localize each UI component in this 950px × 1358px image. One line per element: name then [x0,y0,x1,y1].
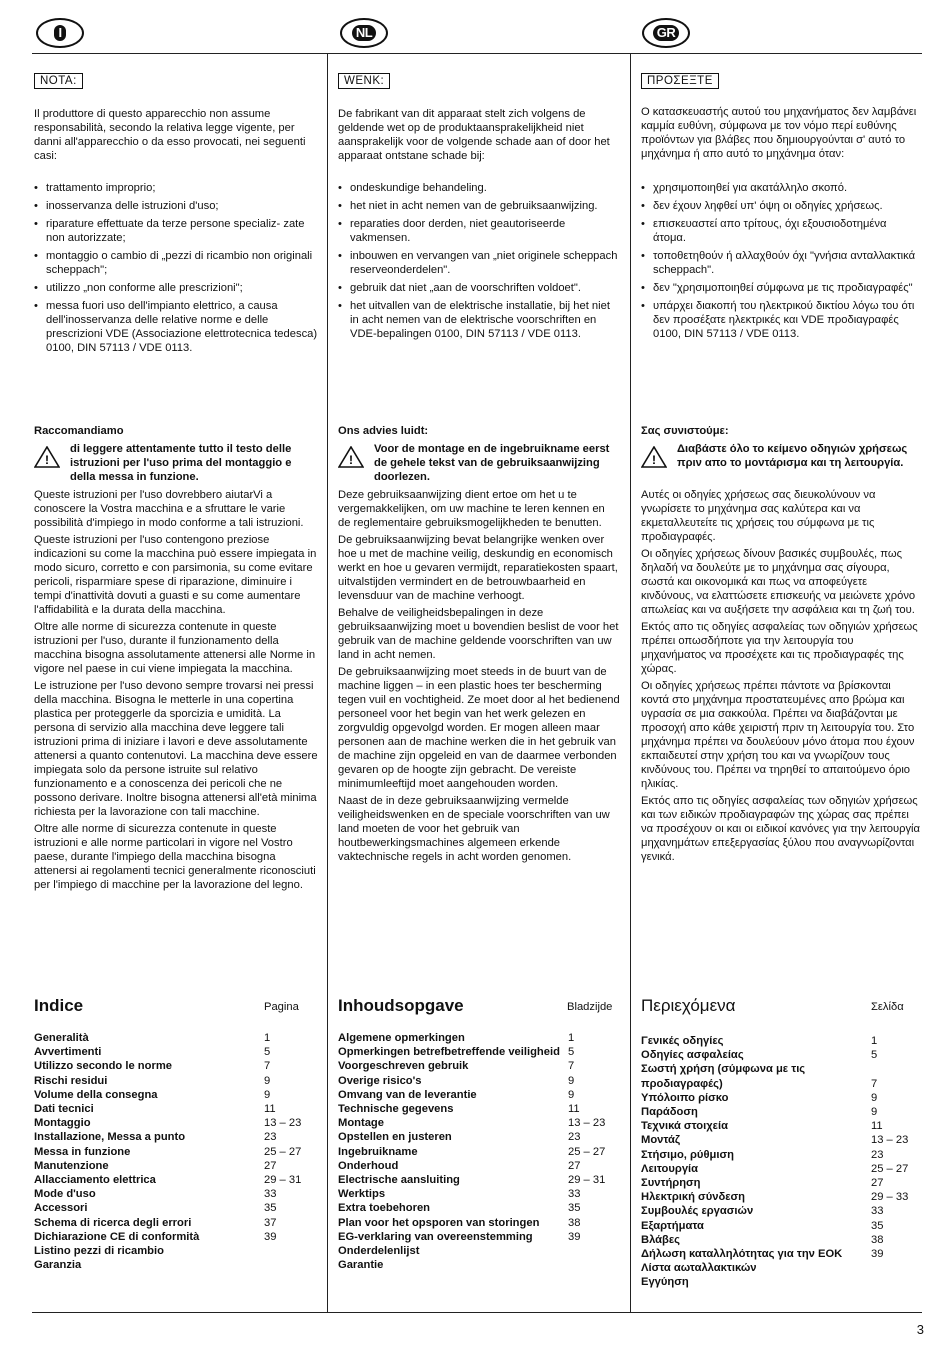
list-item: Εγγύηση [641,1276,689,1289]
list-item: • inbouwen en vervangen van „niet originele scheppach reserveonderdelen". [338,249,620,277]
warning-triangle-icon [34,446,60,468]
list-item: Avvertimenti 5 [34,1046,271,1059]
index-title: Περιεχόμενα [641,996,736,1015]
list-item: Omvang van de leverantie 9 [338,1088,575,1101]
list-item: • δεν έχουν ληφθεί υπ' όψη οι οδηγίες χρήσεως. [641,199,921,213]
list-item: Dichiarazione CE di conformità 39 [34,1230,277,1243]
recommend-heading: Σας συνιστούμε: [641,425,729,437]
liability-intro: Ο κατασκευαστής αυτού του μηχανήματος δεν λαμβάνει καμμία ευθύνη, σύμφωνα με τον νόμο περί ευθύνης προϊόντων για βλάβες που δημιουργούνται σ' αυτό το μηχάνημα ή απο αυτό το μηχάνημα όταν: [641,106,917,160]
paragraph: Οι οδηγίες χρήσεως πρέπει πάντοτε να βρίσκονται κοντά στο μηχάνημα προστατευμένες απο βρώμα και υγρασία σε μια σακκούλα. Πρέπει να διαβάζονται με προσοχή απο κάθε χειριστή πριν τη λειτουργία του. Στο μηχάνημα πρέπει να δουλεύουν μόνο άτομα που έχουν εκπαιδευτεί στην χρήση του και να γνωρίζουν τους κινδύνους του. Πρέπει να τηρηθεί το απαιτούμενο όριο ηλικίας. [641,680,915,790]
list-item: Mode d'uso 33 [34,1188,277,1201]
list-item: Οδηγίες ασφαλείας 5 [641,1049,878,1062]
wenk-label: WENK: [338,73,390,89]
list-item: • ondeskundige behandeling. [338,181,620,195]
language-badge-nl: NL [340,18,388,48]
top-rule [32,53,922,54]
svg-text:!: ! [652,453,656,467]
list-item: Opstellen en justeren 23 [338,1131,581,1144]
index-page-label: Pagina [264,1001,299,1013]
list-item: • utilizzo „non conforme alle prescrizioni"; [34,281,319,295]
svg-text:!: ! [45,453,49,467]
list-item: Volume della consegna 9 [34,1088,271,1101]
paragraph: Deze gebruiksaanwijzing dient ertoe om het u te vergemakkelijken, om uw machine te leren kennen en de reglementaire gebruiksmogelijkheden te benutten. [338,489,605,529]
prosexte-label: ΠΡΟΣΕΞΤΕ [641,73,719,89]
paragraph: Εκτός απο τις οδηγίες ασφαλείας των οδηγιών χρήσεως πρέπει οπωσδήποτε για την λειτουργία του μηχανήματος να προσέχετε και τις προδιαγραφές της χώρας. [641,621,918,675]
paragraph: Queste istruzioni per l'uso dovrebbero aiutarVi a conoscere la Vostra macchina e a sfruttare le varie possibilità d'impiego in modo conforme a tali istruzioni. [34,489,304,529]
list-item: Voorgeschreven gebruik 7 [338,1060,575,1073]
warning-block: ! di leggere attentamente tutto il testo delle istruzioni per l'uso prima del montaggio e della messa in funzione. [34,442,319,484]
list-item: • υπάρχει διακοπή του ηλεκτρικού δικτίου λόγω του ότι δεν προσέξατε ηλεκτρικές και VDE προδιαγραφές 0100, DIN 57113 / VDE 0113. [641,299,921,341]
index-page-label: Bladzijde [567,1001,613,1013]
index-title: Indice [34,996,84,1015]
paragraph: Behalve de veiligheidsbepalingen in deze gebruiksaanwijzing moet u bovendien beslist de voor het gebruik van de machine geldende voorschriften van uw land in acht nemen. [338,607,619,661]
liability-list [641,181,921,345]
list-item: Garantie [338,1259,384,1272]
paragraph: Oltre alle norme di sicurezza contenute in queste istruzioni per l'uso, durante il funzionamento della macchina bisogna assolutamente attenersi alle Norme in vigore nel paese in cui viene impiegata la macchina. [34,621,316,675]
nota-label: NOTA: [34,73,83,89]
list-item: Garanzia [34,1259,82,1272]
list-item: • reparaties door derden, niet geautoriseerde vakmensen. [338,217,620,245]
liability-intro: De fabrikant van dit apparaat stelt zich volgens de geldende wet op de produktaansprakelijkheid niet aansprakelijk voor de volgende schade aan of door het apparaat ontstane schade bij: [338,108,610,162]
list-item: Manutenzione 27 [34,1159,277,1172]
list-item: Montaggio 13 – 23 [34,1117,302,1130]
list-item: • montaggio o cambio di „pezzi di ricambio non originali scheppach"; [34,249,319,277]
index-title: Inhoudsopgave [338,996,464,1015]
list-item: Opmerkingen betrefbetreffende veiligheid 5 [338,1046,575,1059]
list-item: • δεν "χρησιμοποιηθεί σύμφωνα με τις προδιαγραφές" [641,281,921,295]
list-item: Παράδοση 9 [641,1106,878,1119]
liability-list [34,181,319,359]
list-item: Overige risico's 9 [338,1074,575,1087]
list-item: • gebruik dat niet „aan de voorschriften voldoet". [338,281,620,295]
paragraph: Naast de in deze gebruiksaanwijzing vermelde veiligheidswenken en de speciale voorschriften van uw land moeten de voor het gebruik van houtbewerkingsmachines algemeen erkende vaktechnische regels in acht worden genomen. [338,795,610,863]
list-item: Βλάβες 38 [641,1233,884,1246]
list-item: Ingebruikname 25 – 27 [338,1145,606,1158]
instructions-body [34,488,319,895]
list-item: προδιαγραφές) 7 [641,1077,878,1090]
page-number: 3 [916,1322,924,1337]
list-item: Utilizzo secondo le norme 7 [34,1060,271,1073]
list-item: • trattamento improprio; [34,181,319,195]
list-item: Onderdelenlijst [338,1245,420,1258]
paragraph: Αυτές οι οδηγίες χρήσεως σας διευκολύνουν να γνωρίσετε το μηχάνημα σας καλύτερα και να εκμεταλλευτείτε τις χρήσεις του σύμφωνα με τις προδιαγραφές. [641,489,876,543]
list-item: Λειτουργία 25 – 27 [641,1162,909,1175]
list-item: Generalità 1 [34,1032,271,1044]
list-item: Συμβουλές εργασιών 33 [641,1205,884,1218]
list-item: • τοποθετηθούν ή αλλαχθούν όχι "γνήσια ανταλλακτικά scheppach". [641,249,921,277]
list-item: • het niet in acht nemen van de gebruiksaanwijzing. [338,199,620,213]
list-item: Accessori 35 [34,1202,277,1215]
list-item: Συντήρηση 27 [641,1177,884,1190]
list-item: Schema di ricerca degli errori 37 [34,1216,277,1229]
list-item: Στήσιμο, ρύθμιση 23 [641,1148,884,1161]
paragraph: Oltre alle norme di sicurezza contenute in queste istruzioni e alle norme particolari in vigore nel Vostro paese, durante l'impiego della macchina bisogna attenersi ai regolamenti tecnici generalmente riconosciuti per l'impiego di macchine per la lavorazione del legno. [34,823,316,891]
paragraph: Le istruzione per l'uso devono sempre trovarsi nei pressi della macchina. Bisogna le metterle in una copertina plastica per proteggerle da sporcizia e umidità. La persona di servizio alla macchina deve leggere tali istruzioni prima di iniziare i lavori e deve assolutamente attenersi a quanto contenutovi. La macchina deve essere impiegata solo da persone istruite sul relativo funzionamento e a conoscenza dei pericoli che ne possono derivare. Inoltre bisogna attenersi all'età minima richiesta per la lavorazione con tali macchine. [34,680,318,818]
list-item: Messa in funzione 25 – 27 [34,1145,302,1158]
paragraph: De gebruiksaanwijzing moet steeds in de buurt van de machine liggen – in een plastic hoes ter bescherming tegen vuil en vochtigheid. Ze moet door al het bedienend personeel voor het begin van het werk gelezen en zorgvuldig opgevolgd worden. Er mogen alleen maar personen aan de machine werken die in het gebruik van de machine zijn opgeleid en van de daarmee verbonden gevaren op de hoogte zijn gebracht. De vereiste minimumleeftijd moet aangehouden worden. [338,666,620,790]
list-item: Electrische aansluiting 29 – 31 [338,1174,606,1187]
index-list [34,1031,319,1272]
list-item: Υπόλοιπο ρίσκο 9 [641,1091,878,1104]
svg-text:!: ! [349,453,353,467]
list-item: Λίστα αωταλλακτικών [641,1262,757,1275]
list-item: Plan voor het opsporen van storingen 38 [338,1216,581,1229]
liability-intro: Il produttore di questo apparecchio non assume responsabilità, secondo la relativa legge vigente, per danni all'apparecchio o da esso provocati, nei seguenti casi: [34,108,306,162]
list-item: Σωστή χρήση (σύμφωνα με τις [641,1063,806,1076]
recommend-heading: Raccomandiamo [34,425,124,437]
list-item: • het uitvallen van de elektrische installatie, bij het niet in acht nemen van de elektrische voorschriften en VDE-bepalingen 0100, DIN 57113 / VDE 0113. [338,299,620,341]
list-item: • χρησιμοποιηθεί για ακατάλληλο σκοπό. [641,181,921,195]
index-list [641,1034,926,1290]
list-item: Installazione, Messa a punto 23 [34,1131,277,1144]
warning-triangle-icon [641,446,667,468]
list-item: • riparature effettuate da terze persone specializ- zate non autorizzate; [34,217,319,245]
instructions-body [338,488,620,867]
list-item: Technische gegevens 11 [338,1103,580,1116]
paragraph: Εκτός απο τις οδηγίες ασφαλείας των οδηγιών χρήσεως και των ειδικών προδιαγραφών της χώρας σας πρέπει να προσέχουν οι και οι ειδικοί κανόνες για την λειτουργία μηχανημάτων επεξεργασίας ξύλου που αναγνωρίζονται γενικά. [641,795,920,863]
column-divider [630,53,631,1313]
list-item: Extra toebehoren 35 [338,1202,581,1215]
instructions-body [641,488,921,867]
list-item: Δήλωση καταλληλότητας για την ΕΟΚ 39 [641,1248,884,1261]
language-badge-it: I [36,18,84,48]
list-item: Werktips 33 [338,1188,581,1201]
list-item: Γενικές οδηγίες 1 [641,1035,878,1047]
list-item: Onderhoud 27 [338,1159,581,1172]
liability-list [338,181,620,345]
paragraph: Οι οδηγίες χρήσεως δίνουν βασικές συμβουλές, πως δηλαδή να δουλεύτε με το μηχάνημα σας σίγουρα, σωστά και οικονομικά και πως να αποφεύγετε κινδύνους, να ελαττώσετε επισκευής να μειώνετε χρόνο απωλείας και να αυξήσετε την ασφάλεια και τη ζωή του. [641,548,916,616]
recommend-heading: Ons advies luidt: [338,425,429,437]
warning-triangle-icon [338,446,364,468]
list-item: Τεχνικά στοιχεία 11 [641,1120,883,1133]
list-item: • inosservanza delle istruzioni d'uso; [34,199,319,213]
list-item: Εξαρτήματα 35 [641,1219,884,1232]
index-list [338,1031,623,1272]
list-item: EG-verklaring van overeenstemming 39 [338,1230,581,1243]
paragraph: De gebruiksaanwijzing bevat belangrijke wenken over hoe u met de machine veilig, deskundig en economisch werkt en hoe u gevaren vermijdt, reparatiekosten spaart, uitvalstijden vermindert en de betrouwbaarheid en levensduur van de machine verhoogt. [338,534,618,602]
list-item: Algemene opmerkingen 1 [338,1032,575,1044]
paragraph: Queste istruzioni per l'uso contengono preziose indicazioni su come la macchina può essere impiegata in modo sicuro, corretto e con parsimonia, su come evitare pericoli, risparmiare spese di riparazione, diminuire i tempi d'inattività dovuti a guasti e su come aumentare l'affidabilità e la durata della macchina. [34,534,317,616]
list-item: Ηλεκτρική σύνδεση 29 – 33 [641,1191,909,1204]
list-item: Montage 13 – 23 [338,1117,606,1130]
warning-block: ! Voor de montage en de ingebruikname eerst de gehele tekst van de gebruiksaanwijzing doorlezen. [338,442,620,484]
list-item: • επισκευαστεί απο τρίτους, όχι εξουσιοδοτημένα άτομα. [641,217,921,245]
list-item: • messa fuori uso dell'impianto elettrico, a causa dell'inosservanza delle relative norme e delle prescrizioni VDE (Associazione elettrotecnica tedesca) 0100, DIN 57113 / VDE 0113. [34,299,319,355]
list-item: Dati tecnici 11 [34,1103,276,1116]
index-page-label: Σελίδα [871,1001,904,1013]
list-item: Μοντάζ 13 – 23 [641,1134,909,1147]
column-divider [327,53,328,1313]
list-item: Allacciamento elettrica 29 – 31 [34,1174,302,1187]
bottom-rule [32,1312,922,1313]
list-item: Rischi residui 9 [34,1074,271,1087]
language-badge-gr: GR [642,18,690,48]
warning-block: ! Διαβάστε όλο το κείμενο οδηγιών χρήσεως πριν απο το μοντάρισμα και τη λειτουργία. [641,442,921,470]
list-item: Listino pezzi di ricambio [34,1245,164,1258]
